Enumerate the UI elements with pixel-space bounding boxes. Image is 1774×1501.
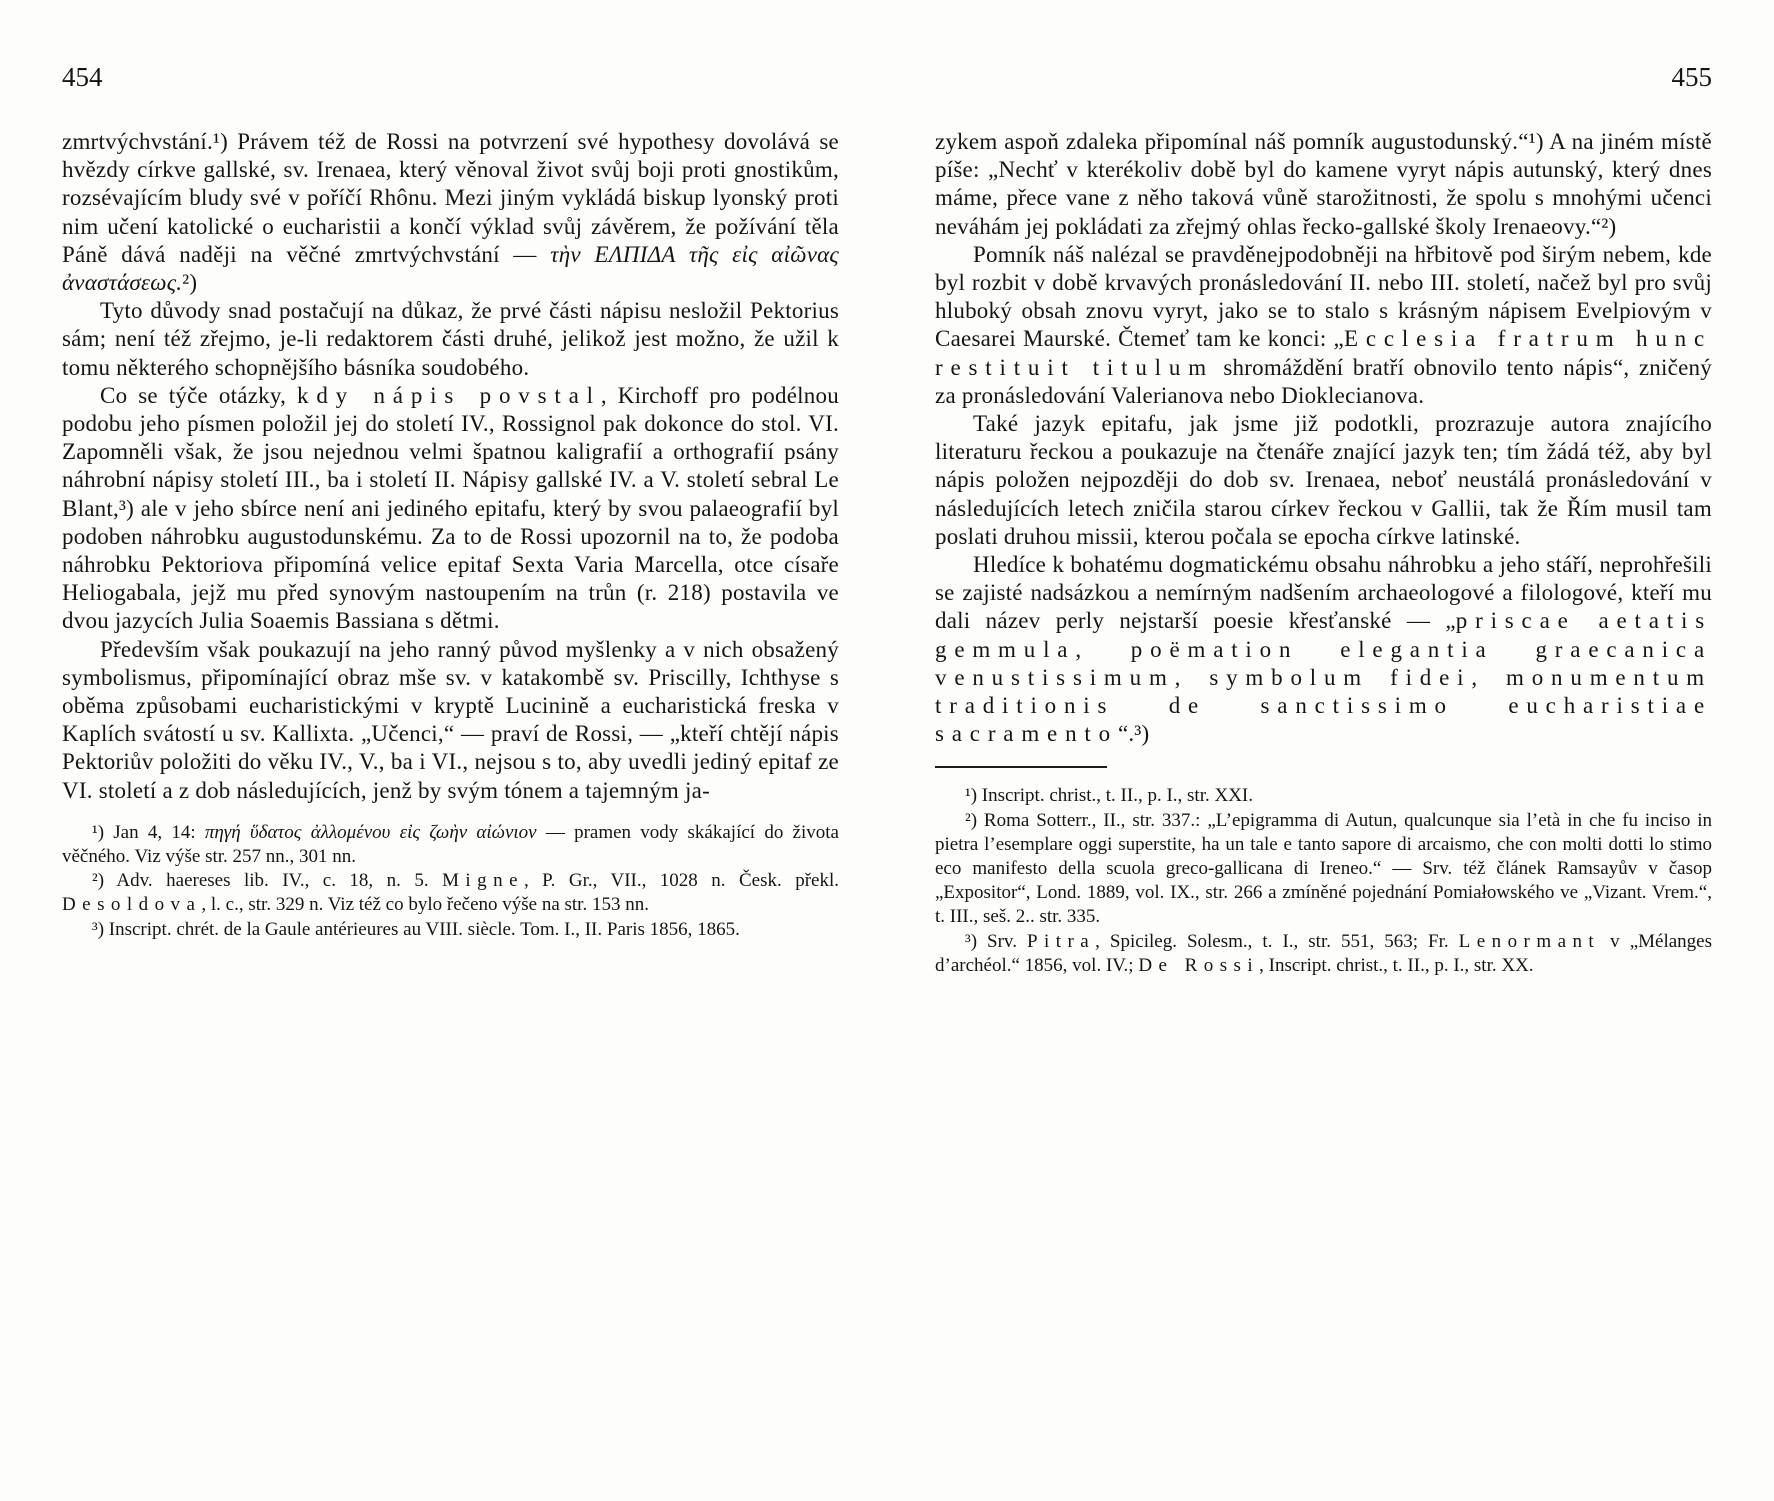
text-run: ³) Srv. (965, 930, 1027, 952)
text-run: ²) Adv. haereses lib. IV., c. 18, n. 5. (92, 870, 443, 892)
page-number-row (62, 62, 1712, 92)
page-number-left: 454 (62, 62, 103, 92)
letterspaced-text: priscae aetatis gemmula, poëmation elegantia graecanica venustissimum, symbolum fidei, monumentum traditionis de sanctissimo eucharistiae sacramento (935, 608, 1712, 747)
letterspaced-text: Desoldova (62, 894, 202, 916)
text-columns (62, 128, 1712, 978)
paragraph (62, 128, 839, 297)
text-run: , Kirchoff pro podélnou podobu jeho písmen položil jej do století IV., Rossignol pak dokonce do stol. VI. Zapomněli však, že jsou nejednou velmi špatnou kaligrafií a orthografií psány náhrobní nápisy století III., ba i století II. Nápisy gallské IV. a V. století sebral Le Blant,³) ale v jeho sbírce není ani jediného epitafu, který by svou palaeografií byl podoben náhrobku augustodunskému. Za to de Rossi upozornil na to, že podoba náhrobku Pektoriova připomíná velice epitaf Sexta Varia Marcella, otce císaře Heliogabala, jejž mu před synovým nastoupením na trůn (r. 218) postavila ve dvou jazycích Julia Soaemis Bassiana s dětmi. (62, 382, 839, 634)
paragraph (935, 241, 1712, 410)
page-number-right: 455 (1671, 62, 1712, 92)
letterspaced-text: De Rossi (1138, 954, 1260, 976)
text-run: ²) (182, 270, 198, 296)
text-run: Hledíce k bohatému dogmatickému obsahu náhrobku a jeho stáří, neprohřešili se zajisté nadsázkou a nemírným nadšením archaeologové a filologové, kteří mu dali název perly nejstarší poesie křesťanské — „ (935, 552, 1712, 634)
text-run: Pomník náš nalézal se pravděnejpodobněji na hřbitově pod širým nebem, kde byl rozbit v době krvavých pronásledování II. nebo III. století, načež byl pro svůj hluboký obsah znovu vyryt, jako se to stalo s krásným nápisem Evelpiovým v Caesarei Maurské. Čtemeť tam ke konci: „ (935, 241, 1712, 352)
footnote (62, 918, 839, 942)
text-run: “.³) (1117, 721, 1150, 747)
text-run: , P. Gr., VII., 1028 n. Česk. překl. (523, 870, 839, 892)
greek-italic-text: τὴν ΕΛΠΙΔΑ τῆς εἰς αἰῶνας ἀναστάσεως. (62, 241, 839, 296)
footnote (935, 784, 1712, 808)
paragraph (62, 297, 839, 382)
letterspaced-text: Ecclesia fratrum hunc restituit titulum (935, 326, 1712, 380)
right-column-text (935, 128, 1712, 748)
footnote (935, 930, 1712, 978)
text-run: v „Mélanges d’archéol.“ 1856, vol. IV.; (935, 930, 1712, 976)
paragraph (62, 382, 839, 636)
text-run: zykem aspoň zdaleka připomínal náš pomník augustodunský.“¹) A na jiném místě píše: „Nechť v kterékoliv době byl do kamene vyryt nápis autunský, který dnes máme, přece vane z něho taková vůně starožitnosti, že spolu s mnohými učenci neváhám jej pokládati za zřejmý ohlas řecko-gallské školy Irenaeovy.“²) (935, 129, 1712, 239)
left-column-text (62, 128, 839, 805)
footnote-separator-rule (935, 766, 1107, 768)
paragraph (935, 128, 1712, 241)
right-column (935, 128, 1712, 978)
left-column-footnotes (62, 821, 839, 942)
text-run: ³) Inscript. chrét. de la Gaule antérieures au VIII. siècle. Tom. I., II. Paris 1856, 1865. (92, 918, 740, 940)
paragraph (935, 551, 1712, 748)
greek-italic-text: πηγή ὕδατος ἀλλομένου εἰς ζωὴν αἰώνιον (204, 821, 537, 843)
text-run: ¹) Inscript. christ., t. II., p. I., str. XXI. (965, 785, 1254, 807)
footnote (935, 809, 1712, 930)
text-run: Především však poukazují na jeho ranný původ myšlenky a v nich obsažený symbolismus, připomínající obraz mše sv. v katakombě sv. Priscilly, Ichthyse s oběma způsobami eucharistickými v kryptě Lucinině a eucharistická freska v Kaplích svátostí u sv. Kallixta. „Učenci,“ — praví de Rossi, — „kteří chtějí nápis Pektoriův položiti do věku IV., V., ba i VI., nejsou s to, aby uvedli jediný epitaf ze VI. století a z dob následujících, jenž by svým tónem a tajemným ja- (62, 636, 839, 803)
text-run: Tyto důvody snad postačují na důkaz, že prvé části nápisu nesložil Pektorius sám; není též zřejmo, je-li redaktorem části druhé, jelikož jest možno, že užil k tomu některého schopnějšího básníka soudobého. (62, 298, 839, 380)
footnote (62, 869, 839, 917)
text-run: , Spicileg. Solesm., t. I., str. 551, 563; Fr. (1095, 930, 1459, 952)
text-run: , l. c., str. 329 n. Viz též co bylo řečeno výše na str. 153 nn. (201, 894, 649, 916)
paragraph (62, 636, 839, 805)
text-run: ²) Roma Sotterr., II., str. 337.: „L’epigramma di Autun, qualcunque sia l’età in che fu inciso in pietra l’esemplare oggi superstite, ha un tale e tanto sapore di arcaismo, che con molti dotti lo stimo eco manifesto della scuola greco-gallicana di Ireneo.“ — Srv. též článek Ramsayův v časop „Expositor“, Lond. 1889, vol. IX., str. 266 a zmíněné pojednání Pomiałowského ve „Vizant. Vrem.“, t. III., seš. 2.. str. 335. (935, 809, 1712, 928)
text-run: ¹) Jan 4, 14: (92, 821, 205, 843)
text-run: zmrtvýchvstání.¹) Právem též de Rossi na potvrzení své hypothesy dovolává se hvězdy církve gallské, sv. Irenaea, který věnoval život svůj boji proti gnostikům, rozsévajícím bludy své v poříčí Rhônu. Mezi jiným vykládá biskup lyonský proti nim učení katolické o eucharistii a končí výklad svůj závěrem, že požívání těla Páně dává naději na věčné zmrtvýchvstání — (62, 129, 839, 267)
letterspaced-text: kdy nápis povstal (297, 382, 601, 408)
text-run: shromáždění bratří obnovilo tento nápis“, zničený za pronásledování Valerianova nebo Dioklecianova. (935, 354, 1712, 408)
letterspaced-text: Lenormant (1458, 930, 1601, 952)
left-column (62, 128, 839, 978)
letterspaced-text: Migne (442, 870, 524, 892)
paragraph (935, 410, 1712, 551)
text-run: , Inscript. christ., t. II., p. I., str. XX. (1259, 954, 1534, 976)
letterspaced-text: Pitra (1026, 930, 1096, 952)
text-run: Co se týče otázky, (100, 382, 298, 408)
text-run: — pramen vody skákající do života věčného. Viz výše str. 257 nn., 301 nn. (62, 821, 839, 868)
right-column-footnotes (935, 784, 1712, 978)
text-run: Také jazyk epitafu, jak jsme již podotkli, prozrazuje autora znajícího literaturu řeckou a poukazuje na čtenáře znající jazyk ten; tím žádá též, aby byl nápis položen nejpozději do dob sv. Irenaea, neboť neustálá pronásledování v následujících letech zničila starou církev řeckou v Gallii, tak že Řím musil tam poslati druhou missii, kterou počala se epocha církve latinské. (935, 411, 1712, 549)
footnote (62, 821, 839, 869)
